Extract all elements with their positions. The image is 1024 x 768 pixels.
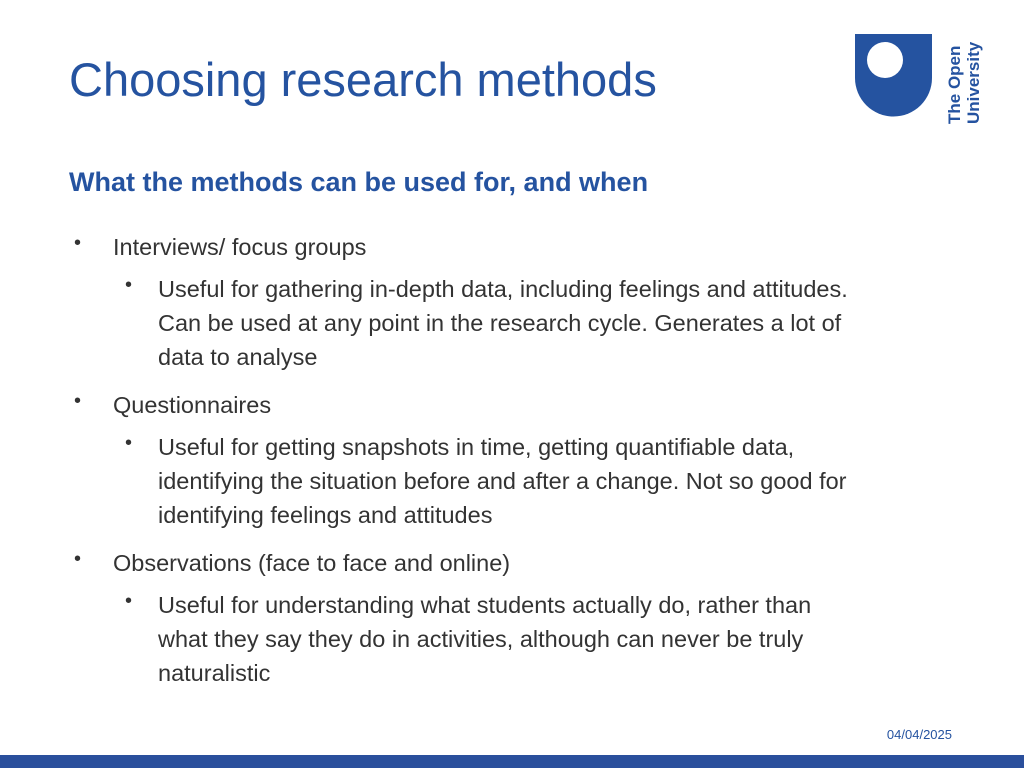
section-heading-interviews: Interviews/ focus groups xyxy=(113,234,367,260)
detail-line: identifying the situation before and after a change. Not so good for xyxy=(158,468,847,494)
detail-line: Useful for gathering in-depth data, including feelings and attitudes. xyxy=(158,276,848,302)
detail-line: naturalistic xyxy=(158,660,271,686)
slide-title: Choosing research methods xyxy=(69,53,657,106)
section-heading-observations: Observations (face to face and online) xyxy=(113,550,511,576)
sub-bullet-icon: • xyxy=(125,432,133,454)
sub-bullet-icon: • xyxy=(125,274,133,296)
slide-subtitle: What the methods can be used for, and when xyxy=(69,167,649,197)
sub-bullet-icon: • xyxy=(125,590,133,612)
bullet-icon: • xyxy=(74,390,82,412)
bullet-icon: • xyxy=(74,232,82,254)
slide-date: 04/04/2025 xyxy=(886,727,952,742)
detail-line: Useful for understanding what students actually do, rather than xyxy=(158,592,812,618)
section-heading-questionnaires: Questionnaires xyxy=(113,392,272,418)
detail-line: data to analyse xyxy=(158,344,318,370)
detail-line: Useful for getting snapshots in time, getting quantifiable data, xyxy=(158,434,795,460)
detail-line: identifying feelings and attitudes xyxy=(158,502,493,528)
logo-text-line2: University xyxy=(964,41,983,124)
detail-line: what they say they do in activities, although can never be truly xyxy=(158,626,804,652)
footer-bar xyxy=(0,755,1024,768)
bullet-icon: • xyxy=(74,548,82,570)
detail-line: Can be used at any point in the research cycle. Generates a lot of xyxy=(158,310,842,336)
logo-text-line1: The Open xyxy=(945,45,964,124)
